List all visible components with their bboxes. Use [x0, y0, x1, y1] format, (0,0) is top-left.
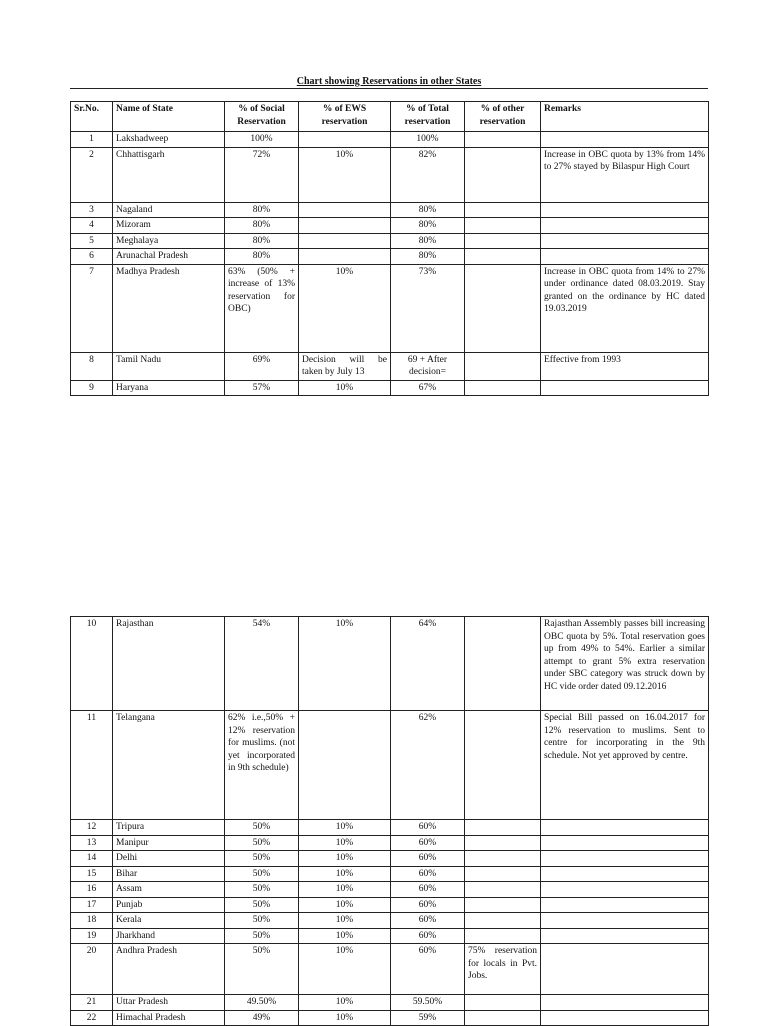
total-reservation-cell: 80% [391, 233, 465, 249]
sr-no-cell: 13 [71, 835, 113, 851]
sr-no-cell: 17 [71, 897, 113, 913]
ews-reservation-cell: 10% [299, 897, 391, 913]
table-row [71, 249, 709, 265]
sr-no-cell: 1 [71, 132, 113, 148]
ews-reservation-cell: Decision will be taken by July 13 [299, 352, 391, 380]
sr-no-cell: 7 [71, 264, 113, 352]
sr-no-cell: 9 [71, 380, 113, 396]
state-name-cell: Himachal Pradesh [113, 1010, 225, 1026]
document-title: Chart showing Reservations in other States [296, 76, 482, 87]
state-name-cell: Nagaland [113, 202, 225, 218]
total-reservation-cell: 60% [391, 820, 465, 836]
ews-reservation-cell: 10% [299, 913, 391, 929]
sr-no-cell: 20 [71, 944, 113, 995]
table-row [71, 233, 709, 249]
remarks-cell [541, 380, 709, 396]
table-row [71, 147, 709, 202]
state-name-cell: Haryana [113, 380, 225, 396]
other-reservation-cell [465, 851, 541, 867]
remarks-cell: Increase in OBC quota by 13% from 14% to 27% stayed by Bilaspur High Court [541, 147, 709, 202]
remarks-cell [541, 944, 709, 995]
other-reservation-cell [465, 711, 541, 820]
sr-no-cell: 12 [71, 820, 113, 836]
sr-no-cell: 3 [71, 202, 113, 218]
social-reservation-cell: 63% (50% + increase of 13% reservation for OBC) [225, 264, 299, 352]
state-name-cell: Delhi [113, 851, 225, 867]
state-name-cell: Arunachal Pradesh [113, 249, 225, 265]
total-reservation-cell: 80% [391, 202, 465, 218]
ews-reservation-cell [299, 202, 391, 218]
remarks-cell [541, 835, 709, 851]
social-reservation-cell: 54% [225, 617, 299, 711]
sr-no-cell: 14 [71, 851, 113, 867]
other-reservation-cell [465, 913, 541, 929]
remarks-cell [541, 995, 709, 1011]
total-reservation-cell: 69 + After decision= [391, 352, 465, 380]
other-reservation-cell [465, 835, 541, 851]
sr-no-cell: 5 [71, 233, 113, 249]
ews-reservation-cell: 10% [299, 380, 391, 396]
total-reservation-cell: 60% [391, 882, 465, 898]
ews-reservation-cell: 10% [299, 264, 391, 352]
total-reservation-cell: 59.50% [391, 995, 465, 1011]
sr-no-cell: 11 [71, 711, 113, 820]
total-reservation-cell: 60% [391, 835, 465, 851]
reservation-table-page-1 [70, 101, 709, 396]
remarks-cell [541, 132, 709, 148]
other-reservation-cell [465, 249, 541, 265]
social-reservation-cell: 80% [225, 202, 299, 218]
total-reservation-cell: 67% [391, 380, 465, 396]
ews-reservation-cell: 10% [299, 617, 391, 711]
state-name-cell: Assam [113, 882, 225, 898]
state-name-cell: Kerala [113, 913, 225, 929]
total-reservation-cell: 80% [391, 249, 465, 265]
header-state: Name of State [113, 102, 225, 132]
remarks-cell [541, 913, 709, 929]
other-reservation-cell [465, 132, 541, 148]
remarks-cell: Special Bill passed on 16.04.2017 for 12% reservation to muslims. Sent to centre for incorporating in the 9th schedule. Not yet approved by centre. [541, 711, 709, 820]
table-row [71, 866, 709, 882]
state-name-cell: Tamil Nadu [113, 352, 225, 380]
other-reservation-cell [465, 380, 541, 396]
ews-reservation-cell: 10% [299, 995, 391, 1011]
sr-no-cell: 18 [71, 913, 113, 929]
ews-reservation-cell: 10% [299, 147, 391, 202]
social-reservation-cell: 50% [225, 820, 299, 836]
table-row [71, 995, 709, 1011]
other-reservation-cell [465, 820, 541, 836]
other-reservation-cell [465, 866, 541, 882]
state-name-cell: Meghalaya [113, 233, 225, 249]
social-reservation-cell: 62% i.e.,50% + 12% reservation for muslims. (not yet incorporated in 9th schedule) [225, 711, 299, 820]
table-row [71, 218, 709, 234]
social-reservation-cell: 100% [225, 132, 299, 148]
total-reservation-cell: 82% [391, 147, 465, 202]
sr-no-cell: 4 [71, 218, 113, 234]
social-reservation-cell: 57% [225, 380, 299, 396]
header-sr-no: Sr.No. [71, 102, 113, 132]
header-remarks: Remarks [541, 102, 709, 132]
state-name-cell: Jharkhand [113, 928, 225, 944]
social-reservation-cell: 50% [225, 835, 299, 851]
table-row [71, 820, 709, 836]
other-reservation-cell [465, 897, 541, 913]
title-underline [70, 88, 708, 89]
social-reservation-cell: 49% [225, 1010, 299, 1026]
state-name-cell: Tripura [113, 820, 225, 836]
total-reservation-cell: 59% [391, 1010, 465, 1026]
other-reservation-cell [465, 147, 541, 202]
table-row [71, 380, 709, 396]
ews-reservation-cell: 10% [299, 882, 391, 898]
sr-no-cell: 6 [71, 249, 113, 265]
other-reservation-cell [465, 218, 541, 234]
state-name-cell: Madhya Pradesh [113, 264, 225, 352]
remarks-cell [541, 820, 709, 836]
ews-reservation-cell [299, 132, 391, 148]
table-row [71, 617, 709, 711]
state-name-cell: Manipur [113, 835, 225, 851]
table-row [71, 944, 709, 995]
state-name-cell: Punjab [113, 897, 225, 913]
state-name-cell: Chhattisgarh [113, 147, 225, 202]
header-other: % of other reservation [465, 102, 541, 132]
other-reservation-cell [465, 928, 541, 944]
sr-no-cell: 19 [71, 928, 113, 944]
total-reservation-cell: 60% [391, 866, 465, 882]
sr-no-cell: 15 [71, 866, 113, 882]
table-row [71, 264, 709, 352]
social-reservation-cell: 72% [225, 147, 299, 202]
remarks-cell [541, 882, 709, 898]
ews-reservation-cell: 10% [299, 820, 391, 836]
remarks-cell [541, 928, 709, 944]
sr-no-cell: 8 [71, 352, 113, 380]
social-reservation-cell: 80% [225, 218, 299, 234]
total-reservation-cell: 60% [391, 944, 465, 995]
ews-reservation-cell [299, 233, 391, 249]
social-reservation-cell: 80% [225, 249, 299, 265]
state-name-cell: Bihar [113, 866, 225, 882]
table-row [71, 882, 709, 898]
social-reservation-cell: 50% [225, 944, 299, 995]
total-reservation-cell: 80% [391, 218, 465, 234]
table-row [71, 1010, 709, 1026]
remarks-cell: Effective from 1993 [541, 352, 709, 380]
ews-reservation-cell [299, 218, 391, 234]
other-reservation-cell: 75% reservation for locals in Pvt. Jobs. [465, 944, 541, 995]
social-reservation-cell: 50% [225, 928, 299, 944]
remarks-cell [541, 866, 709, 882]
remarks-cell [541, 233, 709, 249]
sr-no-cell: 22 [71, 1010, 113, 1026]
sr-no-cell: 2 [71, 147, 113, 202]
remarks-cell: Increase in OBC quota from 14% to 27% under ordinance dated 08.03.2019. Stay granted on the ordinance by HC dated 19.03.2019 [541, 264, 709, 352]
reservation-table-page-2 [70, 616, 709, 1026]
total-reservation-cell: 100% [391, 132, 465, 148]
ews-reservation-cell [299, 249, 391, 265]
other-reservation-cell [465, 264, 541, 352]
ews-reservation-cell: 10% [299, 866, 391, 882]
social-reservation-cell: 50% [225, 851, 299, 867]
header-ews: % of EWS reservation [299, 102, 391, 132]
other-reservation-cell [465, 352, 541, 380]
state-name-cell: Andhra Pradesh [113, 944, 225, 995]
other-reservation-cell [465, 1010, 541, 1026]
social-reservation-cell: 50% [225, 897, 299, 913]
total-reservation-cell: 62% [391, 711, 465, 820]
table-row [71, 711, 709, 820]
total-reservation-cell: 73% [391, 264, 465, 352]
ews-reservation-cell: 10% [299, 1010, 391, 1026]
remarks-cell [541, 851, 709, 867]
state-name-cell: Rajasthan [113, 617, 225, 711]
other-reservation-cell [465, 995, 541, 1011]
remarks-cell [541, 202, 709, 218]
table-row [71, 835, 709, 851]
other-reservation-cell [465, 233, 541, 249]
sr-no-cell: 16 [71, 882, 113, 898]
state-name-cell: Mizoram [113, 218, 225, 234]
social-reservation-cell: 80% [225, 233, 299, 249]
total-reservation-cell: 60% [391, 913, 465, 929]
header-total: % of Total reservation [391, 102, 465, 132]
remarks-cell [541, 897, 709, 913]
state-name-cell: Uttar Pradesh [113, 995, 225, 1011]
table-row [71, 132, 709, 148]
table-row [71, 202, 709, 218]
ews-reservation-cell: 10% [299, 944, 391, 995]
table-row [71, 928, 709, 944]
other-reservation-cell [465, 202, 541, 218]
social-reservation-cell: 50% [225, 913, 299, 929]
total-reservation-cell: 60% [391, 851, 465, 867]
remarks-cell [541, 249, 709, 265]
header-social: % of Social Reservation [225, 102, 299, 132]
sr-no-cell: 21 [71, 995, 113, 1011]
remarks-cell: Rajasthan Assembly passes bill increasing OBC quota by 5%. Total reservation goes up from 49% to 54%. Earlier a similar attempt to grant 5% extra reservation under SBC category was struck down by HC vide order dated 09.12.2016 [541, 617, 709, 711]
other-reservation-cell [465, 882, 541, 898]
ews-reservation-cell: 10% [299, 928, 391, 944]
remarks-cell [541, 218, 709, 234]
sr-no-cell: 10 [71, 617, 113, 711]
total-reservation-cell: 60% [391, 928, 465, 944]
ews-reservation-cell: 10% [299, 851, 391, 867]
state-name-cell: Lakshadweep [113, 132, 225, 148]
social-reservation-cell: 69% [225, 352, 299, 380]
total-reservation-cell: 60% [391, 897, 465, 913]
social-reservation-cell: 50% [225, 882, 299, 898]
ews-reservation-cell [299, 711, 391, 820]
total-reservation-cell: 64% [391, 617, 465, 711]
ews-reservation-cell: 10% [299, 835, 391, 851]
table-row [71, 851, 709, 867]
table-row [71, 913, 709, 929]
social-reservation-cell: 49.50% [225, 995, 299, 1011]
table-row [71, 352, 709, 380]
state-name-cell: Telangana [113, 711, 225, 820]
remarks-cell [541, 1010, 709, 1026]
other-reservation-cell [465, 617, 541, 711]
table-header-row [71, 102, 709, 132]
table-row [71, 897, 709, 913]
social-reservation-cell: 50% [225, 866, 299, 882]
